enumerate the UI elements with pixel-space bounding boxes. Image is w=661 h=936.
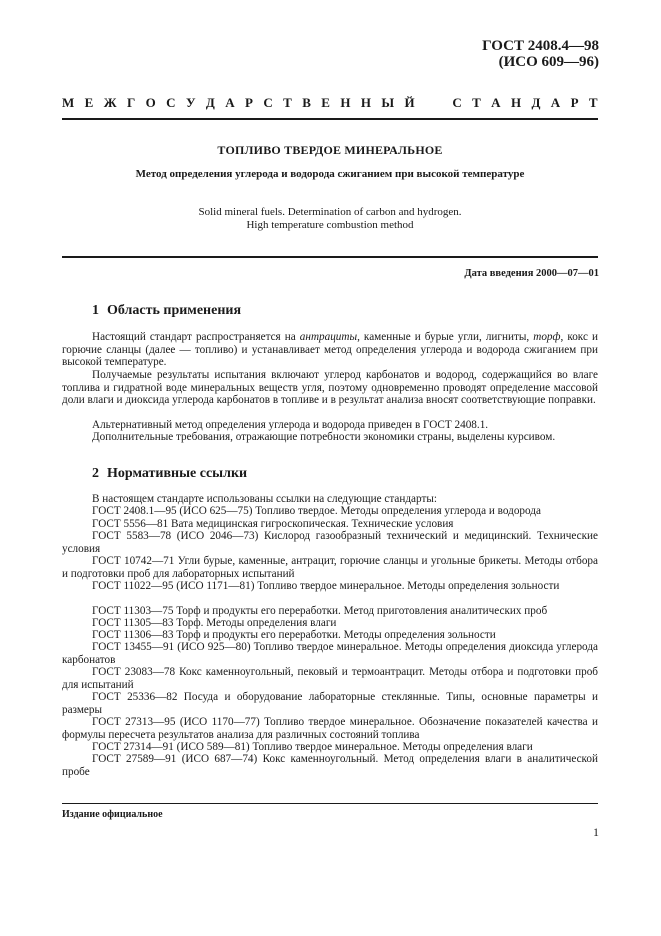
interstate-letter: Н	[510, 95, 522, 110]
reference-item: ГОСТ 13455—91 (ИСО 925—80) Топливо твердое минеральное. Методы определения диоксида углерода карбонатов	[62, 641, 598, 666]
interstate-letter: Д	[205, 95, 215, 110]
interstate-letter: Р	[245, 95, 253, 110]
official-edition-label: Издание официальное	[62, 809, 163, 820]
section-1-paragraph-2: Получаемые результаты испытания включают углерод карбонатов и водород, содержащийся во влаге топлива и гидратной воде минеральных веществ угля, поэтому одновременно проводят определение массовой доли влаги и диоксида углерода карбонатов в топливе и в результат анализа вносят соответствующие поправки.	[62, 369, 598, 407]
section-1-paragraph-1	[62, 331, 598, 369]
p1-italic-anthracite: антрациты	[299, 331, 358, 343]
interstate-letter: Т	[588, 95, 598, 110]
section-2-intro: В настоящем стандарте использованы ссылки на следующие стандарты:	[92, 493, 437, 505]
p1-text-c: , кокс и горючие сланцы (далее — топливо) и устанавливает метод определения углерода и водорода сжиганием при высокой температуре.	[62, 331, 598, 369]
english-title	[62, 206, 598, 232]
p1-italic-peat: торф	[533, 331, 561, 343]
interstate-letter: Н	[340, 95, 351, 110]
interstate-letter	[425, 96, 428, 110]
interstate-letter: А	[550, 95, 561, 110]
interstate-letter: С	[166, 95, 176, 110]
document-title: ТОПЛИВО ТВЕРДОЕ МИНЕРАЛЬНОЕ	[217, 143, 443, 157]
interstate-letter: Д	[531, 95, 541, 110]
section-1-paragraph-4: Дополнительные требования, отражающие потребности экономики страны, выделены курсивом.	[92, 431, 556, 443]
reference-item: ГОСТ 5556—81 Вата медицинская гигроскопическая. Технические условия	[92, 518, 454, 530]
interstate-letter: А	[491, 95, 501, 110]
p1-text-a: Настоящий стандарт распространяется на	[92, 331, 300, 343]
section-1-number: 1	[92, 303, 99, 318]
iso-number: (ИСО 609—96)	[498, 54, 599, 70]
interstate-letter: М	[62, 95, 75, 110]
interstate-letter: С	[452, 95, 462, 110]
interstate-letter: В	[302, 95, 311, 110]
reference-item: ГОСТ 2408.1—95 (ИСО 625—75) Топливо твердое. Методы определения углерода и водорода	[92, 505, 541, 517]
reference-item: ГОСТ 11022—95 (ИСО 1171—81) Топливо твердое минеральное. Методы определения зольности	[92, 580, 560, 592]
title-rule	[62, 256, 598, 258]
english-title-line-1: Solid mineral fuels. Determination of carbon and hydrogen.	[198, 206, 462, 218]
interstate-letter	[439, 96, 442, 110]
interstate-letter: Р	[570, 95, 579, 110]
interstate-letter: Ж	[103, 95, 117, 110]
gost-number: ГОСТ 2408.4—98	[482, 38, 599, 54]
page-number: 1	[593, 825, 599, 839]
section-1-title: Область применения	[107, 303, 242, 318]
interstate-letter: Е	[321, 95, 330, 110]
effective-date: Дата введения 2000—07—01	[464, 268, 599, 279]
interstate-letter: Т	[283, 95, 292, 110]
interstate-letter: О	[145, 95, 156, 110]
reference-item: ГОСТ 5583—78 (ИСО 2046—73) Кислород газообразный технический и медицинский. Технические условия	[62, 530, 598, 555]
reference-item: ГОСТ 27589—91 (ИСО 687—74) Кокс каменноугольный. Метод определения влаги в аналитической пробе	[62, 753, 598, 778]
reference-item: ГОСТ 11303—75 Торф и продукты его переработки. Метод приготовления аналитических проб	[92, 605, 548, 617]
english-title-line-2: High temperature combustion method	[246, 219, 414, 231]
reference-item: ГОСТ 23083—78 Кокс каменноугольный, пековый и термоантрацит. Методы отбора и подготовки проб для испытаний	[62, 666, 598, 691]
reference-item: ГОСТ 25336—82 Посуда и оборудование лабораторные стеклянные. Типы, основные параметры и размеры	[62, 691, 598, 716]
interstate-letter: Г	[126, 95, 136, 110]
interstate-letter: Е	[84, 95, 94, 110]
section-1-heading	[92, 303, 241, 319]
reference-item: ГОСТ 11306—83 Торф и продукты его переработки. Методы определения зольности	[92, 629, 496, 641]
document-id	[482, 38, 599, 70]
header-rule	[62, 118, 598, 120]
p1-text-b: , каменные и бурые угли, лигниты,	[357, 331, 534, 343]
reference-item: ГОСТ 27313—95 (ИСО 1170—77) Топливо твердое минеральное. Обозначение показателей качества и формулы пересчета результатов анализа для различных состояний топлива	[62, 716, 598, 741]
section-1-paragraph-3: Альтернативный метод определения углерода и водорода приведен в ГОСТ 2408.1.	[92, 419, 489, 431]
interstate-letter: Т	[472, 95, 481, 110]
interstate-letter: Н	[360, 95, 371, 110]
interstate-letter: Й	[404, 95, 415, 110]
interstate-letter: С	[263, 95, 273, 110]
section-2-heading	[92, 466, 247, 482]
interstate-letter: А	[225, 95, 235, 110]
section-2-title: Нормативные ссылки	[107, 466, 248, 481]
interstate-letter: У	[185, 95, 196, 110]
reference-item: ГОСТ 27314—91 (ИСО 589—81) Топливо твердое минеральное. Методы определения влаги	[92, 741, 533, 753]
interstate-standard-banner	[62, 96, 598, 110]
reference-item: ГОСТ 10742—71 Угли бурые, каменные, антрацит, горючие сланцы и угольные брикеты. Методы отбора и подготовки проб для лабораторных испытаний	[62, 555, 598, 580]
reference-item: ГОСТ 11305—83 Торф. Методы определения влаги	[92, 617, 337, 629]
document-subtitle: Метод определения углерода и водорода сжиганием при высокой температуре	[135, 168, 525, 180]
section-2-number: 2	[92, 466, 99, 481]
footer-rule	[62, 803, 598, 804]
interstate-letter: Ы	[381, 95, 395, 110]
